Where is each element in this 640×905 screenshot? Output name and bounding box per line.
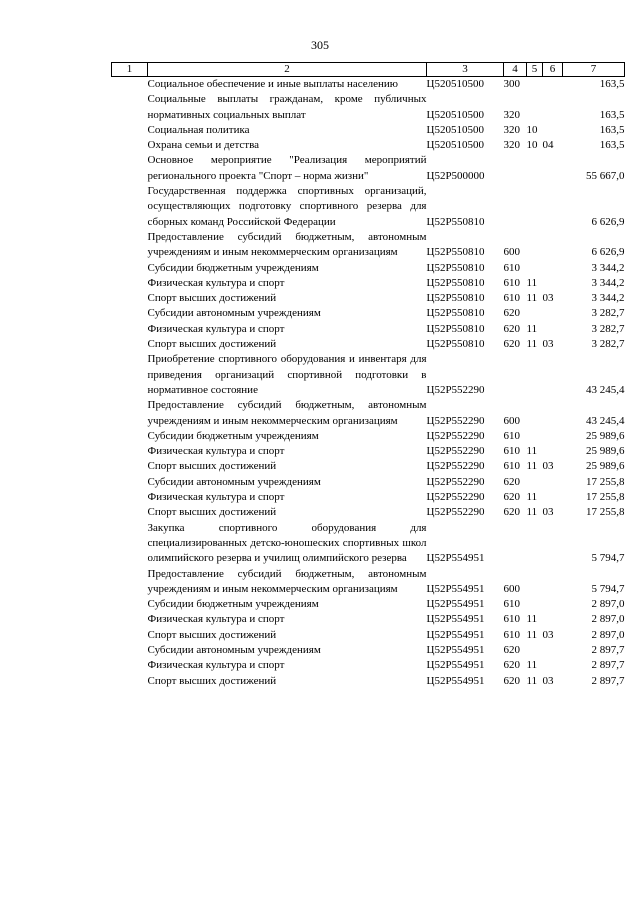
row-section xyxy=(527,261,543,276)
row-expense-type: 610 xyxy=(503,292,520,305)
row-amount: 6 626,9 xyxy=(591,246,625,259)
row-expense-type: 610 xyxy=(503,613,520,626)
row-expense-type: 620 xyxy=(503,475,520,488)
table-row xyxy=(112,291,625,306)
row-name: Субсидии автономным учреждениям xyxy=(147,307,321,320)
row-amount: 2 897,7 xyxy=(591,659,625,672)
row-expense-type: 620 xyxy=(503,506,520,519)
table-row xyxy=(112,352,625,398)
header-col-6: 6 xyxy=(543,63,563,77)
row-blank-cell xyxy=(112,475,148,490)
row-subsection: 03 xyxy=(542,628,554,641)
row-section xyxy=(527,230,543,261)
row-subsection xyxy=(543,567,563,598)
row-blank-cell xyxy=(112,444,148,459)
table-row xyxy=(112,597,625,612)
row-target-code: Ц52P550810 xyxy=(426,246,485,259)
row-expense-type: 620 xyxy=(503,643,520,656)
header-row xyxy=(112,63,625,77)
table-row xyxy=(112,643,625,658)
row-section xyxy=(527,77,543,93)
row-target-code: Ц52P550810 xyxy=(426,322,485,335)
row-blank-cell xyxy=(112,612,148,627)
row-name: Предоставление субсидий бюджетным, автономным учреждениям и иным некоммерческим организациям xyxy=(147,399,427,427)
row-expense-type: 620 xyxy=(503,322,520,335)
row-expense-type: 320 xyxy=(503,108,520,121)
row-amount: 3 282,7 xyxy=(591,338,625,351)
row-target-code: Ц52P554951 xyxy=(426,643,485,656)
row-section xyxy=(527,475,543,490)
row-section: 11 xyxy=(526,491,538,504)
row-blank-cell xyxy=(112,674,148,689)
row-name: Субсидии автономным учреждениям xyxy=(147,643,321,656)
row-amount: 2 897,0 xyxy=(591,628,625,641)
table-row xyxy=(112,337,625,352)
row-blank-cell xyxy=(112,153,148,184)
row-expense-type: 610 xyxy=(503,598,520,611)
row-amount: 163,5 xyxy=(599,108,625,121)
row-name: Предоставление субсидий бюджетным, автономным учреждениям и иным некоммерческим организациям xyxy=(147,230,427,259)
row-blank-cell xyxy=(112,658,148,673)
row-target-code: Ц52P552290 xyxy=(426,506,485,519)
row-name: Спорт высших достижений xyxy=(147,460,277,473)
row-amount: 163,5 xyxy=(599,123,625,136)
row-amount: 6 626,9 xyxy=(591,215,625,228)
table-row xyxy=(112,567,625,598)
row-target-code: Ц52P554951 xyxy=(426,659,485,672)
row-target-code: Ц52P552290 xyxy=(426,429,485,442)
row-expense-type: 610 xyxy=(503,628,520,641)
table-row xyxy=(112,92,625,123)
row-blank-cell xyxy=(112,490,148,505)
row-section xyxy=(527,597,543,612)
row-name: Физическая культура и спорт xyxy=(147,613,285,626)
row-name: Физическая культура и спорт xyxy=(147,491,285,504)
row-section: 11 xyxy=(526,445,538,458)
row-amount: 43 245,4 xyxy=(586,383,625,396)
row-name: Государственная поддержка спортивных организаций, осуществляющих подготовку спортивного резерва для сборных команд Российской Федерации xyxy=(147,185,427,228)
row-target-code: Ц52P554951 xyxy=(426,552,485,565)
row-expense-type: 620 xyxy=(503,659,520,672)
table-row xyxy=(112,230,625,261)
row-name: Субсидии бюджетным учреждениям xyxy=(147,261,319,274)
row-expense-type: 620 xyxy=(503,338,520,351)
row-target-code: Ц520510500 xyxy=(426,123,484,136)
row-expense-type: 600 xyxy=(503,246,520,259)
row-section xyxy=(527,92,543,123)
table-row xyxy=(112,398,625,429)
row-amount: 5 794,7 xyxy=(591,552,625,565)
row-amount: 3 344,2 xyxy=(591,276,625,289)
row-subsection xyxy=(543,322,563,337)
row-expense-type: 610 xyxy=(503,445,520,458)
row-expense-type xyxy=(504,352,527,398)
row-target-code: Ц52P550810 xyxy=(426,292,485,305)
row-blank-cell xyxy=(112,398,148,429)
row-name: Спорт высших достижений xyxy=(147,674,277,687)
row-amount: 2 897,7 xyxy=(591,643,625,656)
row-section: 10 xyxy=(526,139,538,152)
row-blank-cell xyxy=(112,322,148,337)
row-target-code: Ц52P554951 xyxy=(426,582,485,595)
table-row xyxy=(112,138,625,153)
page-number: 305 xyxy=(311,38,329,52)
row-expense-type: 620 xyxy=(503,674,520,687)
row-amount: 3 282,7 xyxy=(591,322,625,335)
table-row xyxy=(112,261,625,276)
row-target-code: Ц520510500 xyxy=(426,108,484,121)
row-subsection: 03 xyxy=(542,338,554,351)
row-expense-type: 620 xyxy=(503,307,520,320)
row-section xyxy=(527,643,543,658)
row-name: Спорт высших достижений xyxy=(147,338,277,351)
row-section: 11 xyxy=(526,613,538,626)
row-amount: 25 989,6 xyxy=(586,429,625,442)
row-name: Спорт высших достижений xyxy=(147,628,277,641)
row-blank-cell xyxy=(112,597,148,612)
row-subsection: 03 xyxy=(542,674,554,687)
row-name: Физическая культура и спорт xyxy=(147,659,285,672)
table-row xyxy=(112,276,625,291)
row-target-code: Ц520510500 xyxy=(426,78,484,90)
row-section xyxy=(527,567,543,598)
row-subsection xyxy=(543,658,563,673)
row-subsection xyxy=(543,306,563,321)
row-blank-cell xyxy=(112,429,148,444)
row-section xyxy=(527,352,543,398)
row-subsection xyxy=(543,643,563,658)
row-subsection xyxy=(543,444,563,459)
row-amount: 25 989,6 xyxy=(586,460,625,473)
row-blank-cell xyxy=(112,77,148,93)
row-expense-type: 300 xyxy=(503,78,520,90)
row-expense-type: 320 xyxy=(503,139,520,152)
row-expense-type: 620 xyxy=(503,491,520,504)
row-blank-cell xyxy=(112,92,148,123)
row-section: 11 xyxy=(526,674,538,687)
row-name: Субсидии бюджетным учреждениям xyxy=(147,598,319,611)
row-subsection xyxy=(543,521,563,567)
row-target-code: Ц52P554951 xyxy=(426,613,485,626)
row-blank-cell xyxy=(112,184,148,230)
row-target-code: Ц52P552290 xyxy=(426,491,485,504)
row-name: Социальные выплаты гражданам, кроме публичных нормативных социальных выплат xyxy=(147,93,427,121)
row-section: 11 xyxy=(526,322,538,335)
row-amount: 17 255,8 xyxy=(586,506,625,519)
row-subsection xyxy=(543,276,563,291)
header-col-3: 3 xyxy=(427,63,504,77)
row-subsection: 03 xyxy=(542,460,554,473)
row-target-code: Ц52P500000 xyxy=(426,169,485,182)
budget-table xyxy=(111,62,625,689)
row-expense-type: 610 xyxy=(503,276,520,289)
row-subsection xyxy=(543,77,563,93)
row-expense-type xyxy=(504,184,527,230)
header-col-1: 1 xyxy=(112,63,148,77)
row-blank-cell xyxy=(112,643,148,658)
table-row xyxy=(112,521,625,567)
row-target-code: Ц52P550810 xyxy=(426,307,485,320)
row-name: Субсидии бюджетным учреждениям xyxy=(147,429,319,442)
table-row xyxy=(112,306,625,321)
row-subsection xyxy=(543,612,563,627)
row-blank-cell xyxy=(112,276,148,291)
row-blank-cell xyxy=(112,230,148,261)
row-target-code: Ц520510500 xyxy=(426,139,484,152)
row-name: Спорт высших достижений xyxy=(147,292,277,305)
row-blank-cell xyxy=(112,138,148,153)
row-section xyxy=(527,429,543,444)
row-amount: 2 897,0 xyxy=(591,598,625,611)
row-name: Предоставление субсидий бюджетным, автономным учреждениям и иным некоммерческим организациям xyxy=(147,567,427,595)
row-name: Субсидии автономным учреждениям xyxy=(147,475,321,488)
row-target-code: Ц52P550810 xyxy=(426,276,485,289)
table-row xyxy=(112,77,625,93)
row-section: 11 xyxy=(526,338,538,351)
table-row xyxy=(112,153,625,184)
row-subsection xyxy=(543,261,563,276)
table-row xyxy=(112,444,625,459)
row-target-code: Ц52P550810 xyxy=(426,261,485,274)
row-section: 11 xyxy=(526,659,538,672)
row-name: Социальная политика xyxy=(147,123,250,136)
row-amount: 25 989,6 xyxy=(586,445,625,458)
row-subsection xyxy=(543,184,563,230)
row-amount: 55 667,0 xyxy=(586,169,625,182)
table-row xyxy=(112,184,625,230)
row-subsection: 03 xyxy=(542,506,554,519)
row-target-code: Ц52P554951 xyxy=(426,628,485,641)
row-blank-cell xyxy=(112,521,148,567)
table-row xyxy=(112,322,625,337)
row-subsection xyxy=(543,153,563,184)
row-name: Физическая культура и спорт xyxy=(147,322,285,335)
row-blank-cell xyxy=(112,306,148,321)
row-name: Спорт высших достижений xyxy=(147,506,277,519)
header-col-2: 2 xyxy=(148,63,427,77)
row-subsection xyxy=(543,92,563,123)
row-subsection xyxy=(543,597,563,612)
row-blank-cell xyxy=(112,337,148,352)
row-amount: 3 344,2 xyxy=(591,292,625,305)
table-header xyxy=(112,63,625,77)
row-amount: 3 344,2 xyxy=(591,261,625,274)
row-blank-cell xyxy=(112,123,148,138)
row-subsection: 04 xyxy=(542,139,554,152)
row-name: Закупка спортивного оборудования для специализированных детско-юношеских спортивных школ олимпийского резерва и училищ олимпийского резерва xyxy=(147,521,427,565)
row-subsection xyxy=(543,123,563,138)
row-expense-type: 320 xyxy=(503,123,520,136)
row-section xyxy=(527,521,543,567)
table-row xyxy=(112,628,625,643)
row-name: Приобретение спортивного оборудования и инвентаря для приведения организаций спортивной подготовки в нормативное состояние xyxy=(147,353,427,396)
row-target-code: Ц52P552290 xyxy=(426,445,485,458)
row-expense-type: 610 xyxy=(503,460,520,473)
row-target-code: Ц52P554951 xyxy=(426,674,485,687)
row-expense-type: 600 xyxy=(503,414,520,427)
header-col-7: 7 xyxy=(563,63,625,77)
row-name: Охрана семьи и детства xyxy=(147,139,260,152)
row-subsection xyxy=(543,429,563,444)
table-row xyxy=(112,459,625,474)
table-row xyxy=(112,505,625,520)
row-expense-type xyxy=(504,521,527,567)
row-blank-cell xyxy=(112,459,148,474)
row-blank-cell xyxy=(112,261,148,276)
row-blank-cell xyxy=(112,505,148,520)
row-expense-type xyxy=(504,153,527,184)
row-name: Социальное обеспечение и иные выплаты населению xyxy=(147,78,399,90)
row-section: 10 xyxy=(526,123,538,136)
table-row xyxy=(112,429,625,444)
table-row xyxy=(112,612,625,627)
row-section xyxy=(527,306,543,321)
row-target-code: Ц52P552290 xyxy=(426,414,485,427)
row-target-code: Ц52P550810 xyxy=(426,215,485,228)
table-row xyxy=(112,475,625,490)
row-subsection xyxy=(543,490,563,505)
row-section: 11 xyxy=(526,506,538,519)
row-section: 11 xyxy=(526,628,538,641)
row-blank-cell xyxy=(112,628,148,643)
table-row xyxy=(112,123,625,138)
row-name: Физическая культура и спорт xyxy=(147,445,285,458)
row-target-code: Ц52P550810 xyxy=(426,338,485,351)
table-row xyxy=(112,490,625,505)
row-section: 11 xyxy=(526,292,538,305)
row-amount: 17 255,8 xyxy=(586,491,625,504)
row-expense-type: 610 xyxy=(503,429,520,442)
row-section: 11 xyxy=(526,460,538,473)
row-amount: 17 255,8 xyxy=(586,475,625,488)
row-blank-cell xyxy=(112,567,148,598)
row-subsection xyxy=(543,230,563,261)
row-subsection xyxy=(543,352,563,398)
table-row xyxy=(112,674,625,689)
row-amount: 2 897,0 xyxy=(591,613,625,626)
row-amount: 5 794,7 xyxy=(591,582,625,595)
table-body xyxy=(112,77,625,689)
row-section: 11 xyxy=(526,276,538,289)
row-subsection: 03 xyxy=(542,292,554,305)
row-amount: 163,5 xyxy=(599,139,625,152)
row-name: Физическая культура и спорт xyxy=(147,276,285,289)
row-name: Основное мероприятие "Реализация мероприятий регионального проекта "Спорт – норма жизни" xyxy=(147,154,427,182)
row-subsection xyxy=(543,475,563,490)
row-subsection xyxy=(543,398,563,429)
row-expense-type: 600 xyxy=(503,582,520,595)
row-amount: 43 245,4 xyxy=(586,414,625,427)
row-section xyxy=(527,153,543,184)
row-section xyxy=(527,398,543,429)
row-target-code: Ц52P554951 xyxy=(426,598,485,611)
row-section xyxy=(527,184,543,230)
row-target-code: Ц52P552290 xyxy=(426,475,485,488)
row-target-code: Ц52P552290 xyxy=(426,383,485,396)
table-row xyxy=(112,658,625,673)
header-col-4: 4 xyxy=(504,63,527,77)
row-amount: 2 897,7 xyxy=(591,674,625,687)
row-blank-cell xyxy=(112,352,148,398)
row-amount: 3 282,7 xyxy=(591,307,625,320)
row-amount: 163,5 xyxy=(599,78,625,90)
row-blank-cell xyxy=(112,291,148,306)
header-col-5: 5 xyxy=(527,63,543,77)
row-expense-type: 610 xyxy=(503,261,520,274)
row-target-code: Ц52P552290 xyxy=(426,460,485,473)
